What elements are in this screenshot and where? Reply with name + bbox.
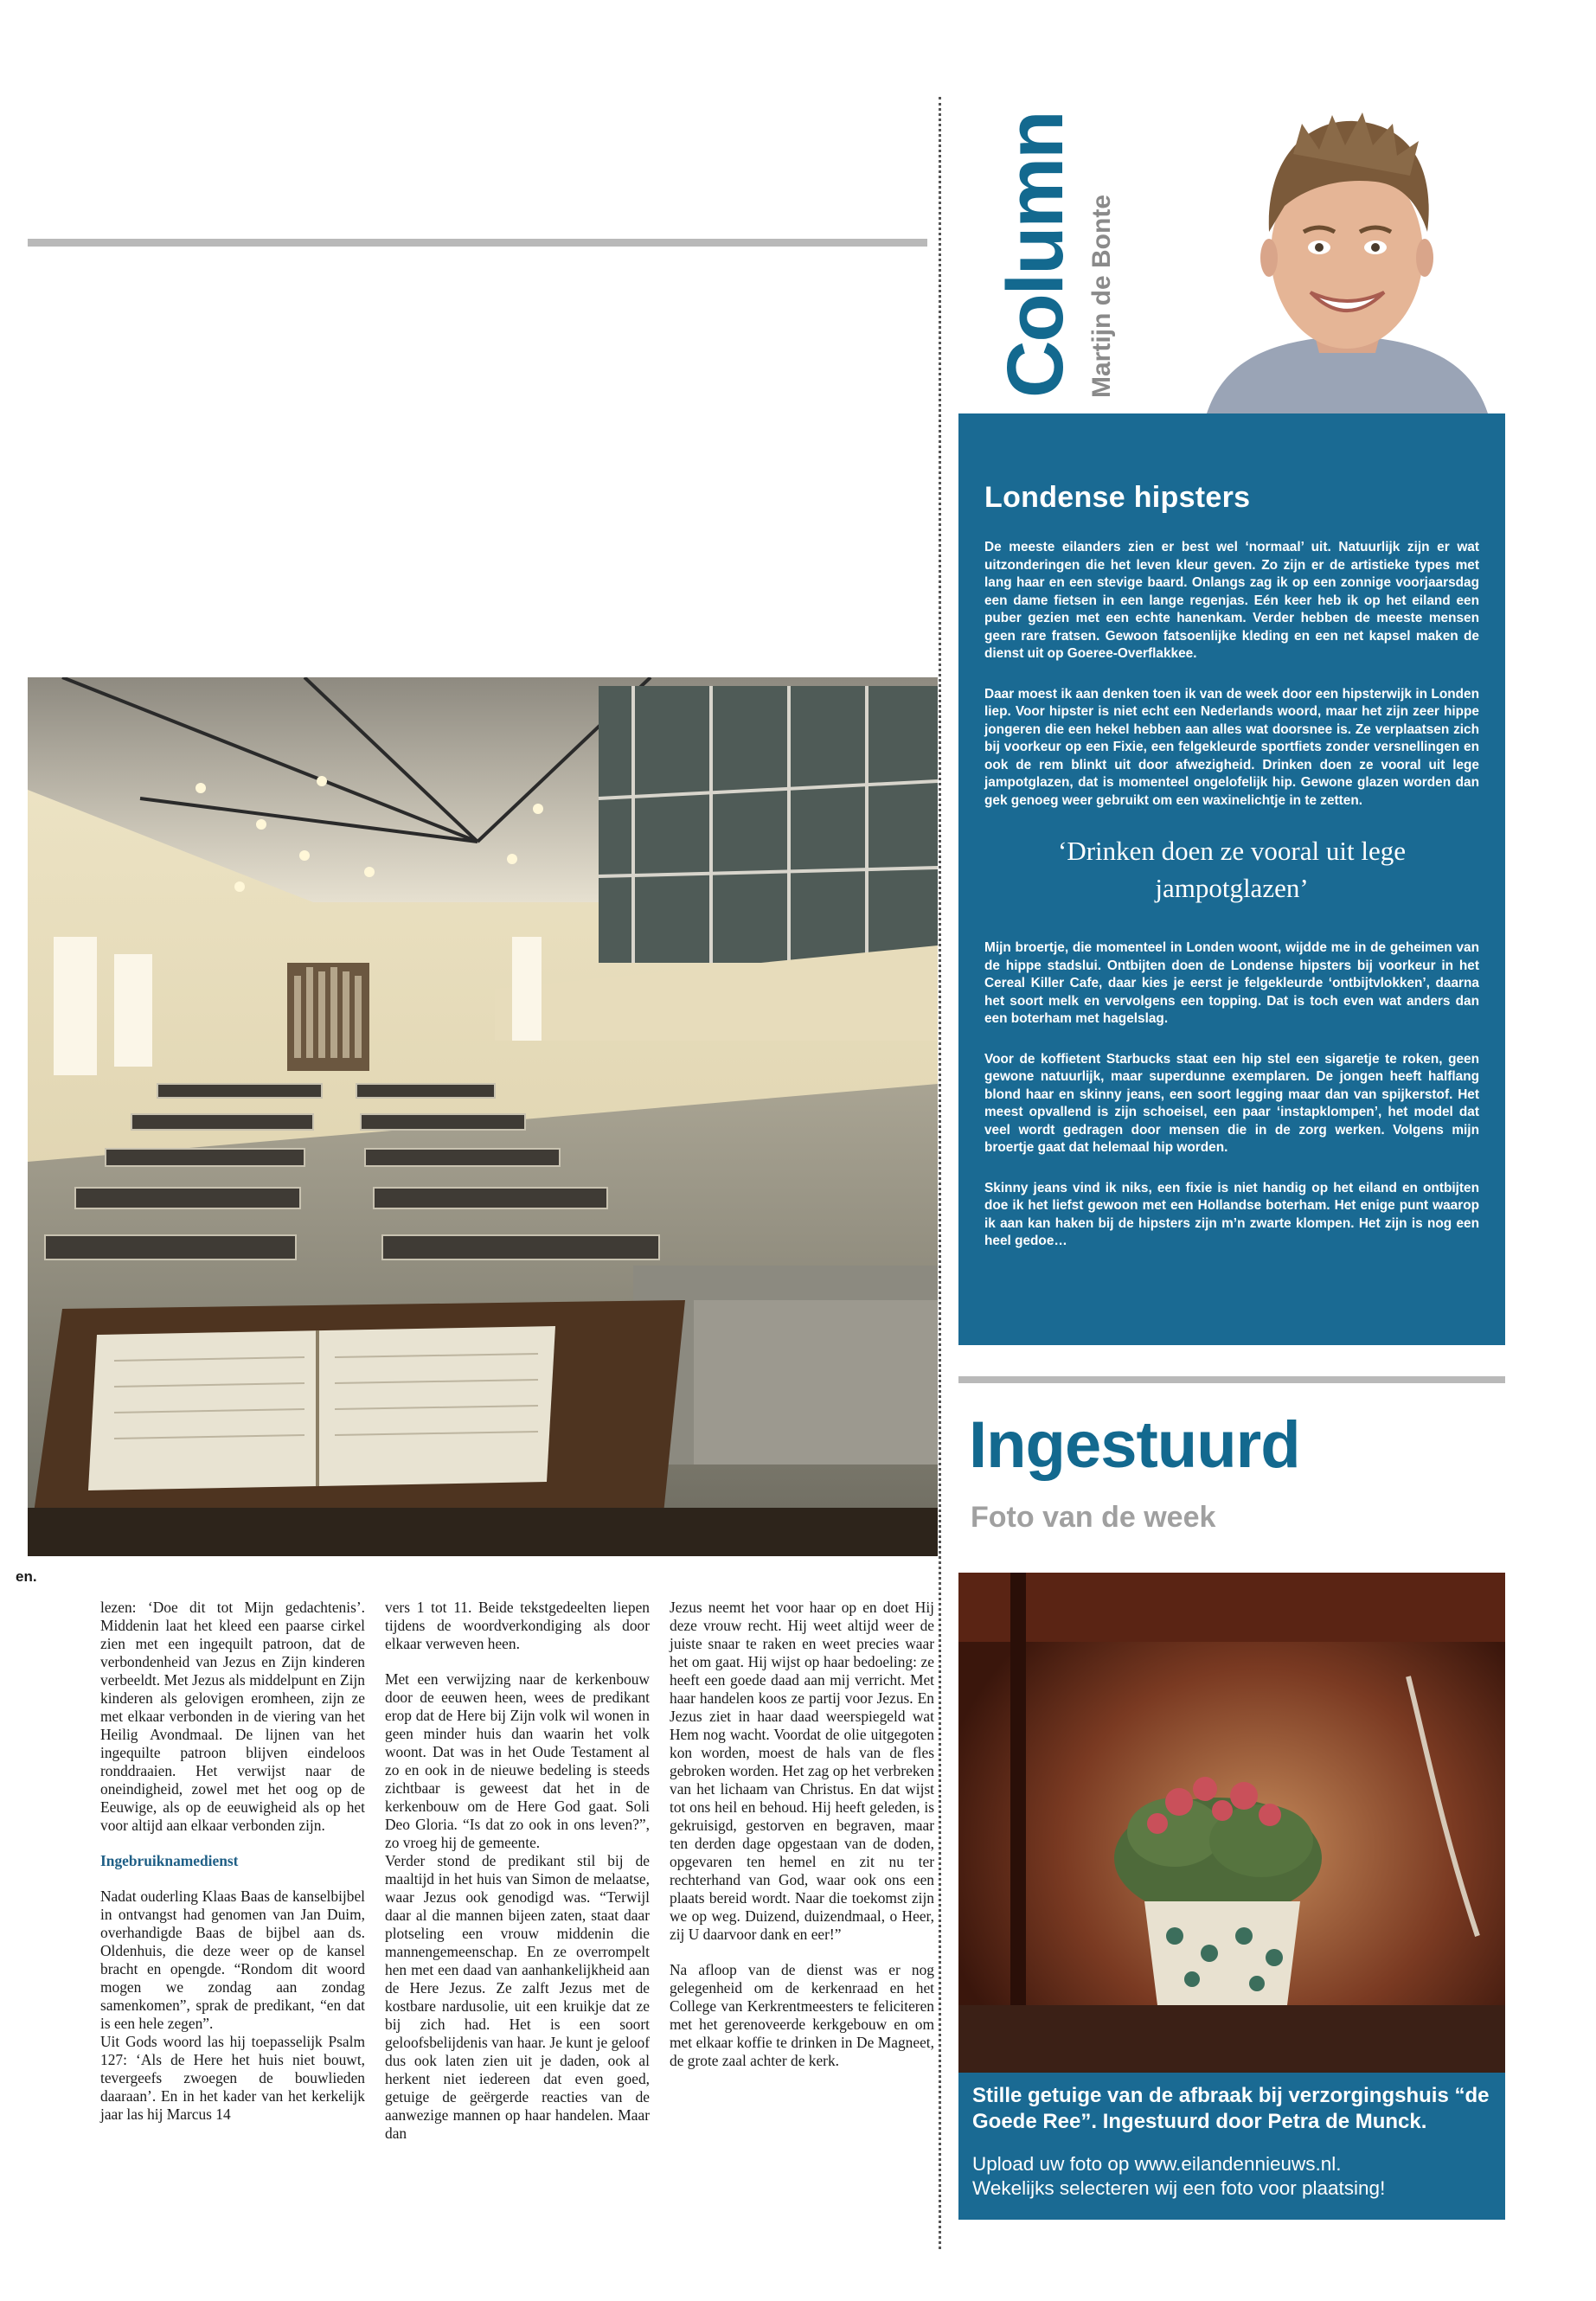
column-paragraph: Mijn broertje, die momenteel in Londen woont, wijdde me in de geheimen van de hippe stadslui. Ontbijten doen de Londense hipsters bij voorkeur in het Cereal Killer Cafe, daar kies je eerst je felgekleurde ‘ontbijtvlokken’, daarna het soort melk en vervolgens een topping. Dat is toch even wat anders dan een boterham met hagelslag. — [984, 940, 1479, 1026]
column-pull-quote: ‘Drinken doen ze vooral uit lege jampotglazen’ — [1058, 836, 1406, 903]
section-rule — [958, 1376, 1505, 1383]
article-column-2 — [385, 1599, 650, 2160]
column-divider — [939, 97, 941, 2249]
article-paragraph: Jezus neemt het voor haar op en doet Hij deze vrouw recht. Hij weet altijd weer de juiste snaar te raken en weet precies waar het om gaat. Hij wijst op haar bedoeling: ze heeft een goede daad aan mij verricht. Met haar handelen koos ze partij voor Jezus. En Jezus ziet in haar daad weerspiegeld wat Hem nog wacht. Voordat de olie uitgegoten kon worden, moest de hals van de fles gebroken worden. Het zag op het verbreken van het lichaam van Christus. En dat wijst tot ons heil en behoud. Hij heeft geleden, is gekruisigd, gestorven en begraven, maar ten derden dage opgestaan van de doden, opgevaren ten hemel en zit nu ter rechterhand van God, waar ook ons een plaats bereid wordt. Naar die toekomst zijn we op weg. Duizend, duizendmaal, o Heer, zij U daarvoor dank en eer!” — [670, 1599, 934, 1943]
author-portrait — [1189, 102, 1505, 413]
column-paragraph: Daar moest ik aan denken toen ik van de week door een hipsterwijk in Londen liep. Voor hipster is niet echt een Nederlands woord, maar het zijn zeer hippe jongeren die een hekel hebben aan alles wat doorsnee is. Ze verplaatsen zich bij voorkeur op een Fixie, een felgekleurde sportfiets zonder versnellingen en ook de rem blinkt uit door afwezigheid. Drinken doen ze vooral uit lege jampotglazen, dat is momenteel ongelofelijk hip. Gewone glazen worden dan gek genoeg weer gebruikt om een waxinelichtje in te zetten. — [984, 686, 1479, 808]
article-subhead: Ingebruiknamedienst — [100, 1852, 239, 1869]
article-paragraph: lezen: ‘Doe dit tot Mijn gedachtenis’. Middenin laat het kleed een paarse cirkel zien met een ingequilt patroon, dat de verbondenheid van Jezus en Zijn kinderen verbeeldt. Met Jezus als middelpunt en Zijn kinderen als gelovigen eromheen, zijn ze met elkaar verbonden in de viering van het Heilig Avondmaal. De lijnen van het ingequilte patroon blijven eindeloos ronddraaien. Het verwijst naar de oneindigheid, zowel met het oog op de Eeuwige, als op de eeuwigheid als op het voor altijd aan elkaar verbonden zijn. — [100, 1599, 365, 1834]
article-column-3 — [670, 1599, 934, 2087]
column-paragraph: Voor de koffietent Starbucks staat een hip stel een sigaretje te roken, geen gewone natuurlijk, maar superdunne exemplaren. De jongen heeft halflang blond haar en skinny jeans, een soort legging maar dan van spijkerstof. Het meest opvallend is zijn schoeisel, een paar ‘instapklompen’, het model dat veel wordt gedragen door mensen die in de zorg werken. Volgens mijn broertje gaat dat helemaal hip worden. — [984, 1051, 1479, 1155]
church-interior-photo — [28, 677, 938, 1556]
column-box — [958, 413, 1505, 1345]
column-label: Column — [991, 112, 1080, 398]
photo-caption-fragment: en. — [16, 1568, 37, 1585]
column-paragraph: De meeste eilanders zien er best wel ‘normaal’ uit. Natuurlijk zijn er wat uitzonderingen die het leven kleur geven. Zo zijn er de artistieke types met lang haar en een stevige baard. Onlangs zag ik op een zonnige voorjaarsdag een dame fietsen in een lange regenjas. Eén keer heb ik op het eiland een puber gezien met een echte hanenkam. Verder hebben de meeste mensen geen rare fratsen. Gewoon fatsoenlijke kleding en een net kapsel maken de dienst uit op Goeree-Overflakkee. — [984, 540, 1479, 661]
article-paragraph: Met een verwijzing naar de kerkenbouw door de eeuwen heen, wees de predikant erop dat de Here bij Zijn volk wil wonen in geen minder huis dan waarin het volk woont. Dat was in het Oude Testament al zo en ook in de nieuwe bedeling is steeds zichtbaar is geweest dat het in de kerkenbouw om de Here God gaat. Soli Deo Gloria. “Is dat zo ook in ons leven?”, zo vroeg hij de gemeente. — [385, 1670, 650, 1851]
photo-caption-box — [958, 2073, 1505, 2220]
article-paragraph: Na afloop van de dienst was er nog gelegenheid om de kerkenraad en het College van Kerkrentmeesters te feliciteren met het gerenoveerde kerkgebouw en om met elkaar koffie te drinken in De Magneet, de grote zaal achter de kerk. — [670, 1961, 934, 2069]
upload-line: Upload uw foto op www.eilandennieuws.nl. — [972, 2153, 1342, 2175]
article-column-1 — [100, 1599, 365, 2141]
article-paragraph: vers 1 tot 11. Beide tekstgedeelten liepen tijdens de woordverkondiging als door elkaar verweven heen. — [385, 1599, 650, 1652]
top-rule — [28, 239, 927, 247]
ingestuurd-subtitle: Foto van de week — [971, 1501, 1216, 1534]
column-paragraph: Skinny jeans vind ik niks, een fixie is niet handig op het eiland en ontbijten doe ik het liefst gewoon met een Hollandse boterham. Het enige punt waarop ik aan kan haken bij de hipsters zijn m’n zwarte klompen. Het zijn is nog een heel gedoe… — [984, 1180, 1479, 1248]
article-paragraph: Nadat ouderling Klaas Baas de kanselbijbel in ontvangst had genomen van Jan Duim, overhandigde Baas de bijbel aan ds. Oldenhuis, die deze weer op de kansel bracht en opengde. “Rondom dit woord mogen we zondag aan zondag samenkomen”, sprak de predikant, “en dat is een hele zegen”. — [100, 1888, 365, 2032]
selection-line: Wekelijks selecteren wij een foto voor plaatsing! — [972, 2177, 1386, 2199]
article-paragraph: Uit Gods woord las hij toepasselijk Psalm 127: ‘Als de Here het huis niet bouwt, tevergeefs zwoegen de bouwlieden daaraan’. En in het kader van het kerkelijk jaar las hij Marcus 14 — [100, 2033, 365, 2123]
article-paragraph: Verder stond de predikant stil bij de maaltijd in het huis van Simon de melaatse, waar Jezus ook genodigd was. “Terwijl daar al die mannen bijeen zaten, staat daar plotseling een vrouw middenin die mannengemeenschap. En ze overrompelt hen met een daad van aanhankelijkheid aan de Here Jezus. Ze zalft Jezus met de kostbare nardusolie, uit een kruikje dat ze bij zich had. Het is een soort geloofsbelijdenis van haar. Je kunt je geloof dus ook laten zien uit je daden, ook al herkent niet iedereen dat even goed, getuige de geërgerde reacties van de aanwezige mannen op haar handelen. Maar dan — [385, 1852, 650, 2142]
column-author: Martijn de Bonte — [1087, 194, 1116, 398]
photo-of-the-week — [958, 1573, 1505, 2073]
ingestuurd-title: Ingestuurd — [969, 1408, 1300, 1482]
column-title: Londense hipsters — [984, 481, 1251, 514]
photo-caption: Stille getuige van de afbraak bij verzorgingshuis “de Goede Ree”. Ingestuurd door Petra de Munck. — [972, 2084, 1490, 2133]
